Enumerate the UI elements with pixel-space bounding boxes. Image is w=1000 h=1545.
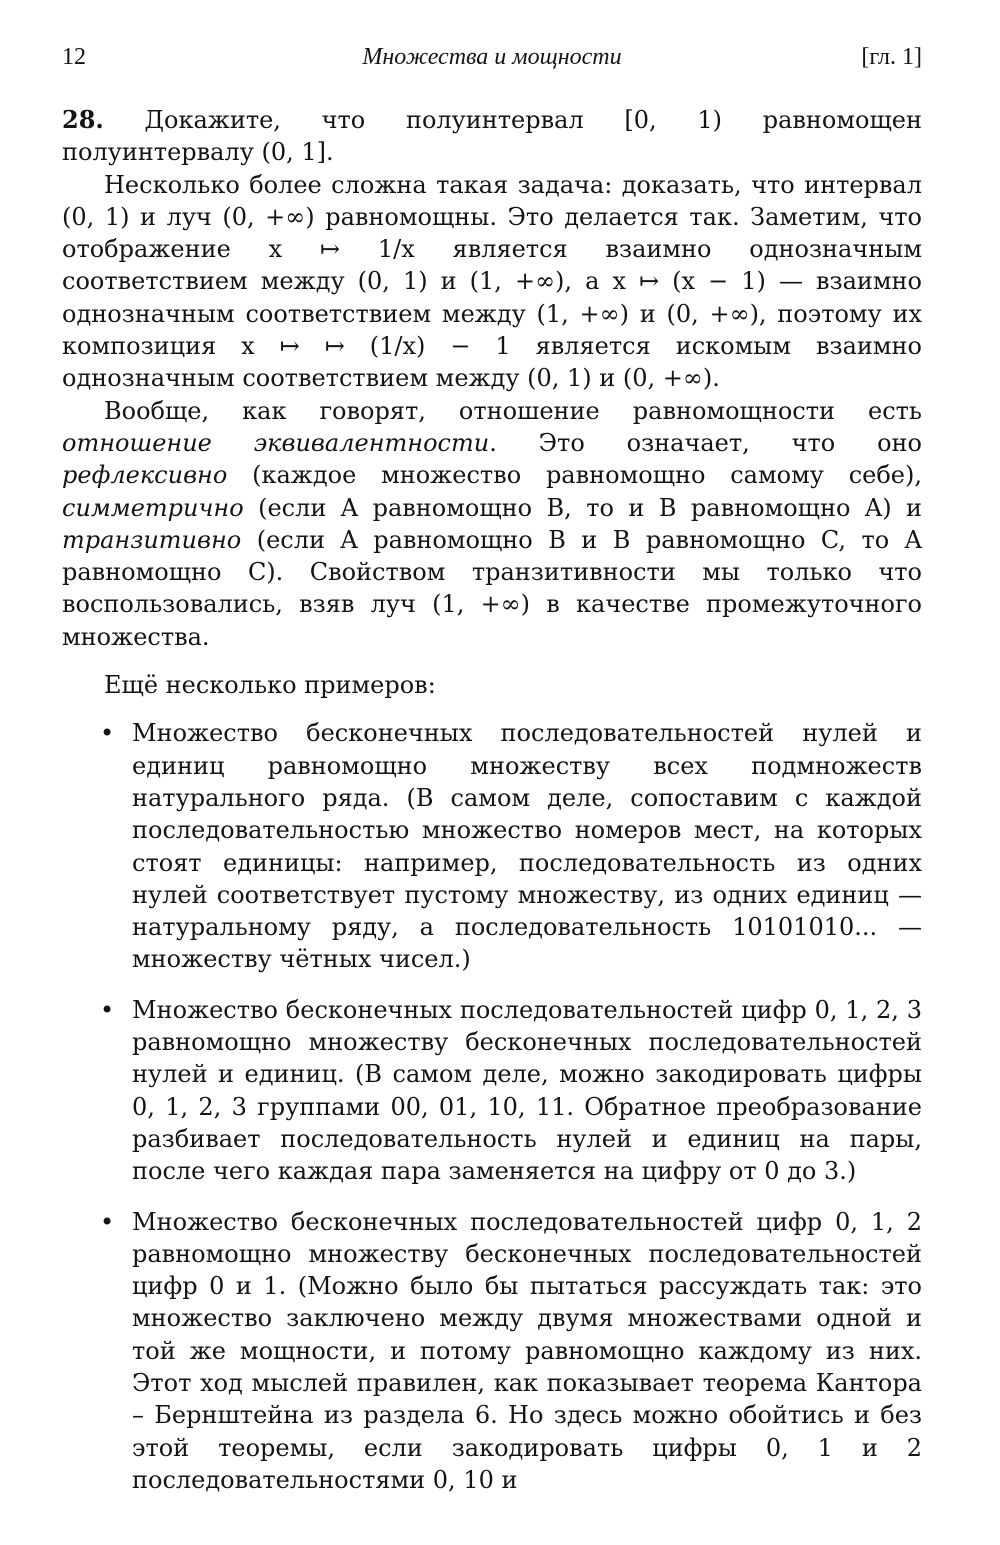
problem-28 xyxy=(62,104,922,169)
paragraph-interval-ray: Несколько более сложна такая задача: доказать, что интервал (0, 1) и луч (0, +∞) равномощны. Это делается так. Заметим, что отображение x ↦ 1/x является взаимно однозначным соответствием между (0, 1) и (1, +∞), а x ↦ (x − 1) — взаимно однозначным соответствием между (1, +∞) и (0, +∞), поэтому их композиция x ↦ ↦ (1/x) − 1 является искомым взаимно однозначным соответствием между (0, 1) и (0, +∞). xyxy=(62,170,922,393)
list-item xyxy=(62,1206,922,1497)
text-run: (каждое множество равномощно самому себе), xyxy=(227,461,922,490)
page-body xyxy=(62,104,922,1496)
chapter-label: [гл. 1] xyxy=(861,44,922,70)
bullet-icon: • xyxy=(100,995,115,1024)
list-item xyxy=(62,994,922,1188)
examples-intro: Ещё несколько примеров: xyxy=(104,671,436,700)
spacer xyxy=(62,653,922,669)
text-run: . Это означает, что оно xyxy=(489,428,922,457)
emphasis-equivalence: отношение эквивалентности xyxy=(62,428,490,457)
page-number: 12 xyxy=(62,44,86,70)
running-title: Множества и мощности xyxy=(362,44,622,70)
example-text: Множество бесконечных последовательностей цифр 0, 1, 2 равномощно множеству бесконечных последовательностей цифр 0 и 1. (Можно было бы пытаться рассуждать так: это множество заключено между двумя множествами одной и той же мощности, и потому равномощно каждому из них. Этот ход мыслей правилен, как показывает теорема Кантора – Бернштейна из раздела 6. Но здесь можно обойтись и без этой теоремы, если закодировать цифры 0, 1 и 2 последовательностями 0, 10 и xyxy=(132,1207,922,1494)
list-item xyxy=(62,717,922,975)
emphasis-symmetric: симметрично xyxy=(62,493,244,522)
problem-number: 28. xyxy=(62,105,104,134)
emphasis-transitive: транзитивно xyxy=(62,525,242,554)
bullet-icon: • xyxy=(100,719,115,748)
text-run: (если A равномощно B и B равномощно C, то A равномощно C). Свойством транзитивности мы только что воспользовались, взяв луч (1, +∞) в качестве промежуточного множества. xyxy=(62,525,922,651)
text-run: (если A равномощно B, то и B равномощно A) и xyxy=(243,493,922,522)
bullet-icon: • xyxy=(100,1207,115,1236)
problem-text: Докажите, что полуинтервал [0, 1) равномощен полуинтервалу (0, 1]. xyxy=(62,106,922,167)
running-header xyxy=(62,44,922,80)
paragraph-equivalence xyxy=(62,395,922,653)
spacer xyxy=(62,701,922,717)
text-run: Вообще, как говорят, отношение равномощности есть xyxy=(104,396,922,425)
example-text: Множество бесконечных последовательностей нулей и единиц равномощно множеству всех подмножеств натурального ряда. (В самом деле, сопоставим с каждой последовательностью множество номеров мест, на которых стоят единицы: например, последовательность из одних нулей соответствует пустому множеству, из одних единиц — натуральному ряду, а последовательность 10101010... — множеству чётных чисел.) xyxy=(132,719,922,974)
example-text: Множество бесконечных последовательностей цифр 0, 1, 2, 3 равномощно множеству бесконечных последовательностей нулей и единиц. (В самом деле, можно закодировать цифры 0, 1, 2, 3 группами 00, 01, 10, 11. Обратное преобразование разбивает последовательность нулей и единиц на пары, после чего каждая пара заменяется на цифру от 0 до 3.) xyxy=(132,995,922,1186)
examples-list xyxy=(62,717,922,1496)
emphasis-reflexive: рефлексивно xyxy=(62,461,228,490)
